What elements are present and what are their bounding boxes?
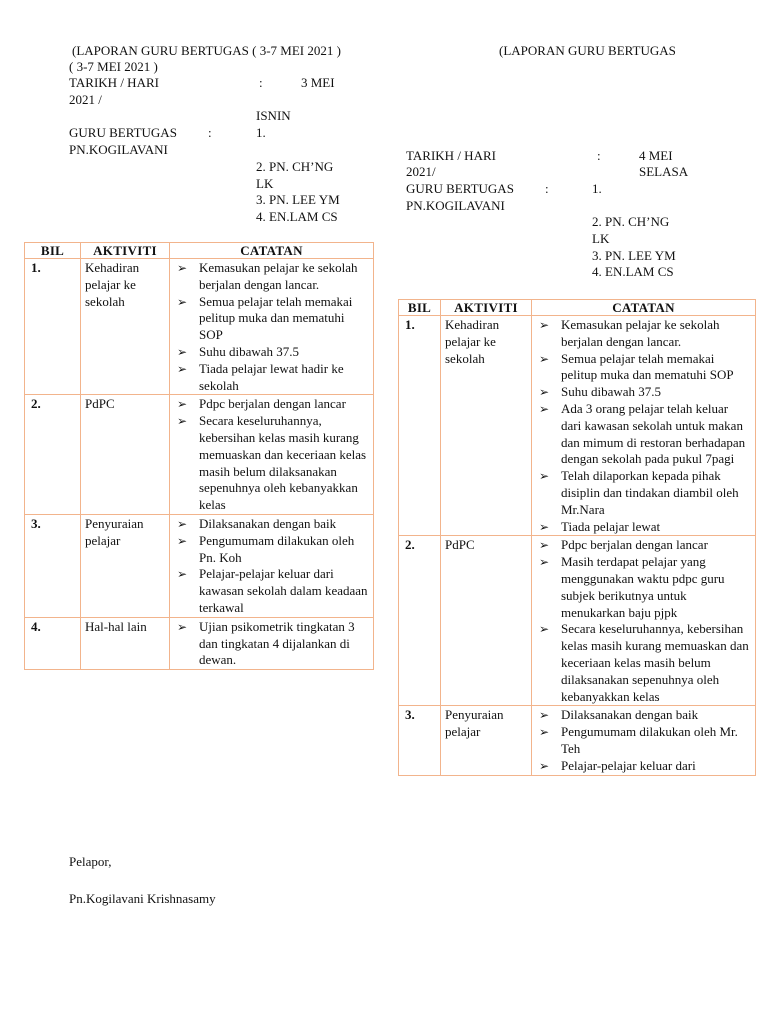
header-bil: BIL [25,243,81,259]
header-aktiviti: AKTIVITI [441,300,532,316]
arrow-bullet-icon: ➢ [539,519,550,534]
left-date-label-year: 2021 / [69,92,102,107]
list-item: ➢ Dilaksanakan dengan baik [177,515,337,531]
left-duty-colon: : [208,125,212,140]
row-number: 3. [399,706,441,775]
left-duty-label: GURU BERTUGAS [69,125,177,140]
row-notes [170,617,374,669]
list-item: ➢ Ada 3 orang pelajar telah keluar dari kawasan sekolah untuk makan dan mimum di restoran berhadapan dengan sekolah pada pukul 7pagi [539,400,746,467]
arrow-bullet-icon: ➢ [539,351,550,366]
row-activity: Penyuraian pelajar [441,706,532,775]
arrow-bullet-icon: ➢ [177,516,188,531]
list-item: ➢ Masih terdapat pelajar yang menggunakan waktu pdpc guru subjek berikutnya untuk menukarkan baju pjpk [539,554,725,620]
right-duty-label: GURU BERTUGAS [406,181,514,196]
list-item: ➢ Pengumumam dilakukan oleh Pn. Koh [177,532,355,565]
row-activity: Penyuraian pelajar [81,514,170,617]
left-date-value: 3 MEI [301,75,335,90]
list-item: ➢ Kemasukan pelajar ke sekolah berjalan dengan lancar. [177,260,358,292]
left-title-dates: ( 3-7 MEI 2021 ) [69,59,158,74]
arrow-bullet-icon: ➢ [539,318,550,332]
header-bil: BIL [399,300,441,316]
table-row [25,395,374,515]
list-item: ➢ Pdpc berjalan dengan lancar [539,537,708,553]
right-duty-colon: : [545,181,549,196]
table-row [399,706,756,775]
arrow-bullet-icon: ➢ [539,469,550,484]
left-teacher-2: 2. PN. CH’NG [256,159,334,174]
right-date-colon: : [597,148,601,163]
list-item: ➢ Semua pelajar telah memakai pelitup muka dan mematuhi SOP [539,350,734,383]
row-number: 3. [25,514,81,617]
right-teacher-2-cont: LK [592,231,610,246]
right-report-table [398,299,756,776]
table-row [25,617,374,669]
left-teacher-4: 4. EN.LAM CS [256,209,338,224]
right-date-label: TARIKH / HARI [406,148,496,163]
arrow-bullet-icon: ➢ [539,622,550,637]
row-notes [532,536,756,706]
list-item: ➢ Suhu dibawah 37.5 [539,384,662,400]
left-teacher-3: 3. PN. LEE YM [256,192,340,207]
left-teacher-2-cont: LK [256,176,274,191]
right-date-value: 4 MEI [639,148,673,163]
arrow-bullet-icon: ➢ [177,619,188,634]
arrow-bullet-icon: ➢ [177,361,188,376]
header-aktiviti: AKTIVITI [81,243,170,259]
right-date-label-year: 2021/ [406,164,436,179]
table-header-row [399,300,756,316]
arrow-bullet-icon: ➢ [177,414,188,429]
row-number: 1. [399,316,441,536]
arrow-bullet-icon: ➢ [177,294,188,309]
row-number: 4. [25,617,81,669]
arrow-bullet-icon: ➢ [177,533,188,548]
list-item: ➢ Pelajar-pelajar keluar dari [539,757,696,773]
list-item: ➢ Secara keseluruhannya, kebersihan kelas masih kurang memuaskan dan keceriaan kelas masih belum dilaksanakan sepenuhnya oleh kebanyakkan kelas [177,413,367,513]
list-item: ➢ Tiada pelajar lewat hadir ke sekolah [177,360,344,393]
left-date-label: TARIKH / HARI [69,75,159,90]
table-row [399,536,756,706]
reporter-name: Pn.Kogilavani Krishnasamy [69,891,216,906]
row-notes [532,706,756,775]
row-notes [170,395,374,515]
right-teacher-1: 1. [592,181,602,196]
arrow-bullet-icon: ➢ [177,567,188,582]
arrow-bullet-icon: ➢ [177,344,188,359]
arrow-bullet-icon: ➢ [539,538,550,553]
header-catatan: CATATAN [532,300,756,316]
row-number: 1. [25,259,81,395]
arrow-bullet-icon: ➢ [177,397,188,412]
right-title: (LAPORAN GURU BERTUGAS [499,43,676,58]
list-item: ➢ Suhu dibawah 37.5 [177,343,300,359]
row-activity: PdPC [441,536,532,706]
list-item: ➢ Dilaksanakan dengan baik [539,707,699,723]
arrow-bullet-icon: ➢ [539,758,550,773]
row-notes [532,316,756,536]
right-teacher-2: 2. PN. CH’NG [592,214,670,229]
left-date-colon: : [259,75,263,90]
table-header-row [25,243,374,259]
row-notes [170,514,374,617]
row-number: 2. [25,395,81,515]
list-item: ➢ Pengumumam dilakukan oleh Mr. Teh [539,724,738,756]
header-catatan: CATATAN [170,243,374,259]
list-item: ➢ Telah dilaporkan kepada pihak disiplin dan tindakan diambil oleh Mr.Nara [539,468,739,517]
table-row [399,316,756,536]
arrow-bullet-icon: ➢ [177,261,188,275]
list-item: ➢ Pelajar-pelajar keluar dari kawasan sekolah dalam keadaan terkawal [177,566,368,615]
left-report-table [24,242,374,670]
arrow-bullet-icon: ➢ [539,708,550,723]
row-activity: PdPC [81,395,170,515]
list-item: ➢ Kemasukan pelajar ke sekolah berjalan dengan lancar. [539,317,720,349]
table-row [25,259,374,395]
row-activity: Kehadiran pelajar ke sekolah [81,259,170,395]
left-title: (LAPORAN GURU BERTUGAS ( 3-7 MEI 2021 ) [72,43,341,58]
row-notes [170,259,374,395]
list-item: ➢ Secara keseluruhannya, kebersihan kelas masih kurang memuaskan dan keceriaan kelas masih belum dilaksanakan sepenuhnya oleh kebanyakkan kelas [539,621,749,704]
arrow-bullet-icon: ➢ [539,725,550,740]
list-item: ➢ Ujian psikometrik tingkatan 3 dan tingkatan 4 dijalankan di dewan. [177,618,355,668]
list-item: ➢ Semua pelajar telah memakai pelitup muka dan mematuhi SOP [177,293,353,343]
row-activity: Hal-hal lain [81,617,170,669]
right-duty-label-name: PN.KOGILAVANI [406,198,505,213]
reporter-label: Pelapor, [69,854,112,869]
left-teacher-1: 1. [256,125,266,140]
right-day-value: SELASA [639,164,689,179]
list-item: ➢ Tiada pelajar lewat [539,518,661,534]
arrow-bullet-icon: ➢ [539,385,550,400]
row-activity: Kehadiran pelajar ke sekolah [441,316,532,536]
arrow-bullet-icon: ➢ [539,401,550,416]
left-duty-label-name: PN.KOGILAVANI [69,142,168,157]
left-day-value: ISNIN [256,108,291,123]
table-row [25,514,374,617]
right-teacher-3: 3. PN. LEE YM [592,248,676,263]
arrow-bullet-icon: ➢ [539,555,550,570]
list-item: ➢ Pdpc berjalan dengan lancar [177,396,346,412]
row-number: 2. [399,536,441,706]
right-teacher-4: 4. EN.LAM CS [592,264,674,279]
